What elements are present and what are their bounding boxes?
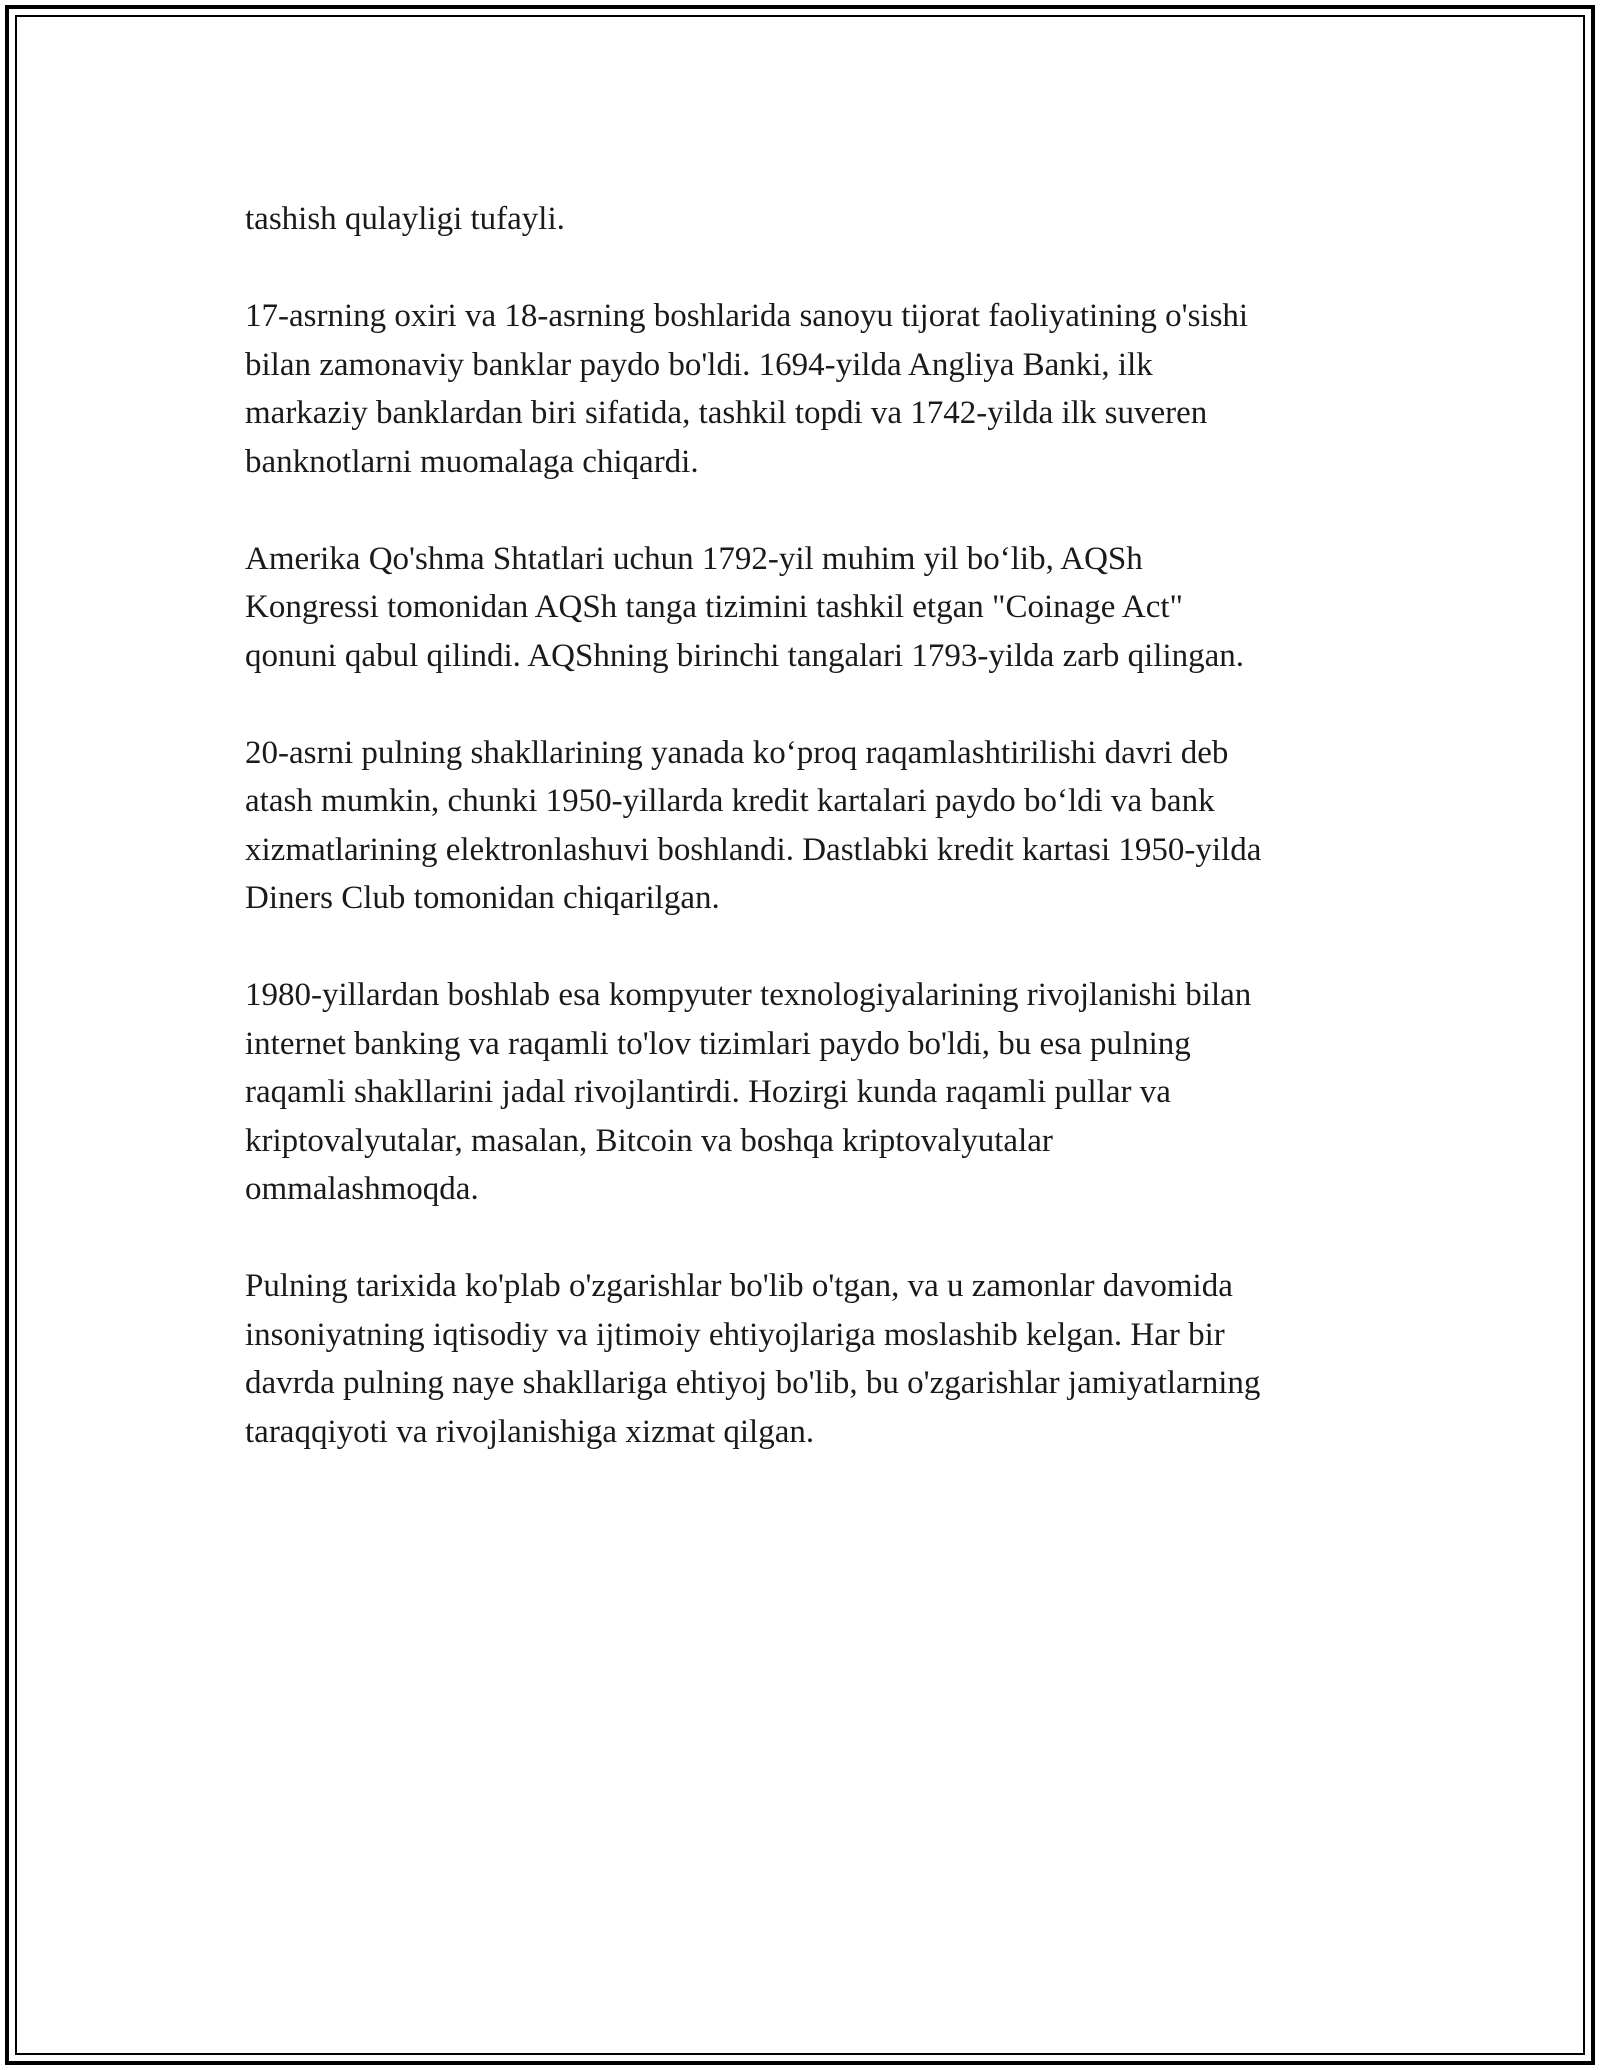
paragraph-4	[245, 729, 1395, 923]
text-line: bilan zamonaviy banklar paydo bo'ldi. 1694-yilda Angliya Banki, ilk	[245, 346, 1153, 383]
text-line: ommalashmoqda.	[245, 1171, 479, 1207]
text-line: Pulning tarixida ko'plab o'zgarishlar bo'lib o'tgan, va u zamonlar davomida	[245, 1268, 1233, 1304]
text-line: raqamli shakllarini jadal rivojlantirdi. Hozirgi kunda raqamli pullar va	[245, 1074, 1171, 1110]
text-line: qonuni qabul qilindi. AQShning birinchi tangalari 1793-yilda zarb qilingan.	[245, 637, 1245, 674]
paragraph-3	[245, 535, 1395, 681]
text-line: xizmatlarining elektronlashuvi boshlandi. Dastlabki kredit kartasi 1950-yilda	[245, 831, 1262, 868]
document-body	[245, 195, 1395, 1505]
text-line: tashish qulayligi tufayli.	[245, 201, 565, 237]
text-line: Diners Club tomonidan chiqarilgan.	[245, 880, 720, 916]
paragraph-5	[245, 971, 1395, 1214]
text-line: Kongressi tomonidan AQSh tanga tizimini tashkil etgan "Coinage Act"	[245, 589, 1183, 625]
paragraph-2	[245, 292, 1395, 486]
text-line: internet banking va raqamli to'lov tizimlari paydo bo'ldi, bu esa pulning	[245, 1025, 1191, 1062]
text-line: markaziy banklardan biri sifatida, tashkil topdi va 1742-yilda ilk suveren	[245, 395, 1208, 431]
text-line: taraqqiyoti va rivojlanishiga xizmat qilgan.	[245, 1413, 815, 1450]
paragraph-1	[245, 195, 1395, 244]
page-frame	[5, 5, 1595, 2065]
text-line: insoniyatning iqtisodiy va ijtimoiy ehtiyojlariga moslashib kelgan. Har bir	[245, 1316, 1225, 1353]
text-line: davrda pulning naye shakllariga ehtiyoj bo'lib, bu o'zgarishlar jamiyatlarning	[245, 1365, 1261, 1401]
text-line: banknotlarni muomalaga chiqardi.	[245, 443, 699, 480]
text-line: kriptovalyutalar, masalan, Bitcoin va boshqa kriptovalyutalar	[245, 1122, 1053, 1159]
text-line: 20-asrni pulning shakllarining yanada ko‘proq raqamlashtirilishi davri deb	[245, 734, 1229, 771]
text-line: 17-asrning oxiri va 18-asrning boshlarida sanoyu tijorat faoliyatining o'sishi	[245, 298, 1249, 334]
text-line: Amerika Qo'shma Shtatlari uchun 1792-yil muhim yil bo‘lib, AQSh	[245, 540, 1143, 577]
paragraph-6	[245, 1262, 1395, 1456]
text-line: 1980-yillardan boshlab esa kompyuter texnologiyalarining rivojlanishi bilan	[245, 977, 1252, 1013]
text-line: atash mumkin, chunki 1950-yillarda kredit kartalari paydo bo‘ldi va bank	[245, 783, 1215, 819]
